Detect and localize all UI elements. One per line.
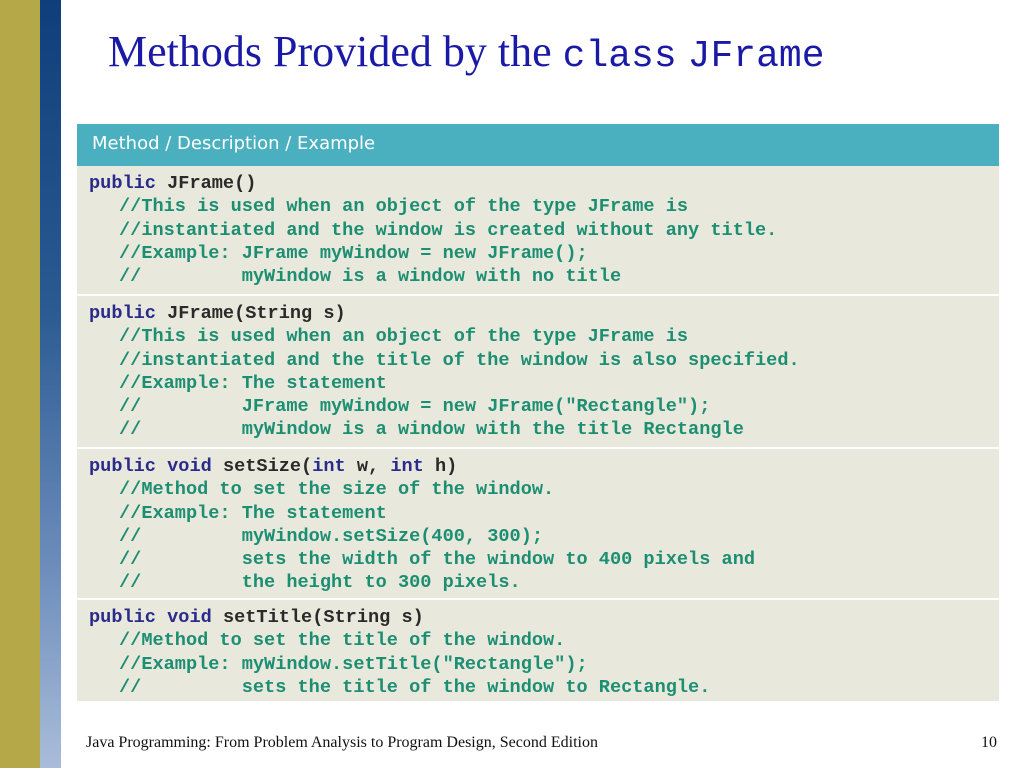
sig-name: JFrame() bbox=[167, 173, 257, 194]
comment-line: // sets the title of the window to Rectangle. bbox=[119, 676, 711, 698]
comment-line: // JFrame myWindow = new JFrame("Rectangle"); bbox=[119, 396, 711, 418]
title-code-class: class bbox=[562, 35, 677, 78]
comment-line: //Example: myWindow.setTitle("Rectangle"); bbox=[119, 653, 588, 675]
method-signature bbox=[77, 455, 999, 478]
sig-keyword: public bbox=[89, 456, 156, 477]
methods-table bbox=[77, 124, 999, 701]
comment-line: //Example: JFrame myWindow = new JFrame(); bbox=[119, 242, 588, 264]
method-signature bbox=[77, 606, 999, 629]
table-row bbox=[77, 598, 999, 701]
method-signature bbox=[77, 172, 999, 195]
sig-param-type: int bbox=[390, 456, 424, 477]
comment-line: // sets the width of the window to 400 pixels and bbox=[119, 549, 756, 571]
comment-line: // the height to 300 pixels. bbox=[119, 572, 521, 594]
comment-line: //instantiated and the title of the window is also specified. bbox=[119, 349, 800, 371]
sig-keyword: public bbox=[89, 303, 156, 324]
comment-line: // myWindow.setSize(400, 300); bbox=[119, 525, 544, 547]
comment-line: //Example: The statement bbox=[119, 372, 387, 394]
left-accent-stripe bbox=[0, 0, 40, 768]
sig-name: JFrame(String s) bbox=[167, 303, 346, 324]
slide-title bbox=[108, 26, 825, 78]
sig-keyword: public bbox=[89, 173, 156, 194]
comment-line: //Example: The statement bbox=[119, 502, 387, 524]
left-gradient-stripe bbox=[40, 0, 61, 768]
sig-keyword-void: void bbox=[167, 607, 212, 628]
table-header: Method / Description / Example bbox=[77, 124, 999, 166]
sig-name: setTitle(String s) bbox=[222, 607, 424, 628]
comment-line: // myWindow is a window with no title bbox=[119, 266, 622, 288]
table-row bbox=[77, 447, 999, 598]
sig-param: h) bbox=[423, 456, 458, 477]
comment-line: //This is used when an object of the type JFrame is bbox=[119, 196, 689, 218]
title-text: Methods Provided by the bbox=[108, 27, 552, 76]
comment-line: //This is used when an object of the type JFrame is bbox=[119, 326, 689, 348]
sig-param: w, bbox=[345, 456, 391, 477]
comment-line: //instantiated and the window is created without any title. bbox=[119, 219, 778, 241]
comment-line: //Method to set the title of the window. bbox=[119, 630, 566, 652]
table-row bbox=[77, 166, 999, 294]
sig-keyword-void: void bbox=[167, 456, 212, 477]
sig-name: setSize( bbox=[222, 456, 313, 477]
comment-line: // myWindow is a window with the title Rectangle bbox=[119, 419, 744, 441]
table-row bbox=[77, 294, 999, 447]
footer-citation: Java Programming: From Problem Analysis to Program Design, Second Edition bbox=[86, 734, 598, 751]
page-number: 10 bbox=[981, 734, 997, 751]
title-code-jframe: JFrame bbox=[687, 35, 825, 78]
sig-param-type: int bbox=[312, 456, 346, 477]
comment-line: //Method to set the size of the window. bbox=[119, 479, 555, 501]
method-signature bbox=[77, 302, 999, 325]
sig-keyword: public bbox=[89, 607, 156, 628]
